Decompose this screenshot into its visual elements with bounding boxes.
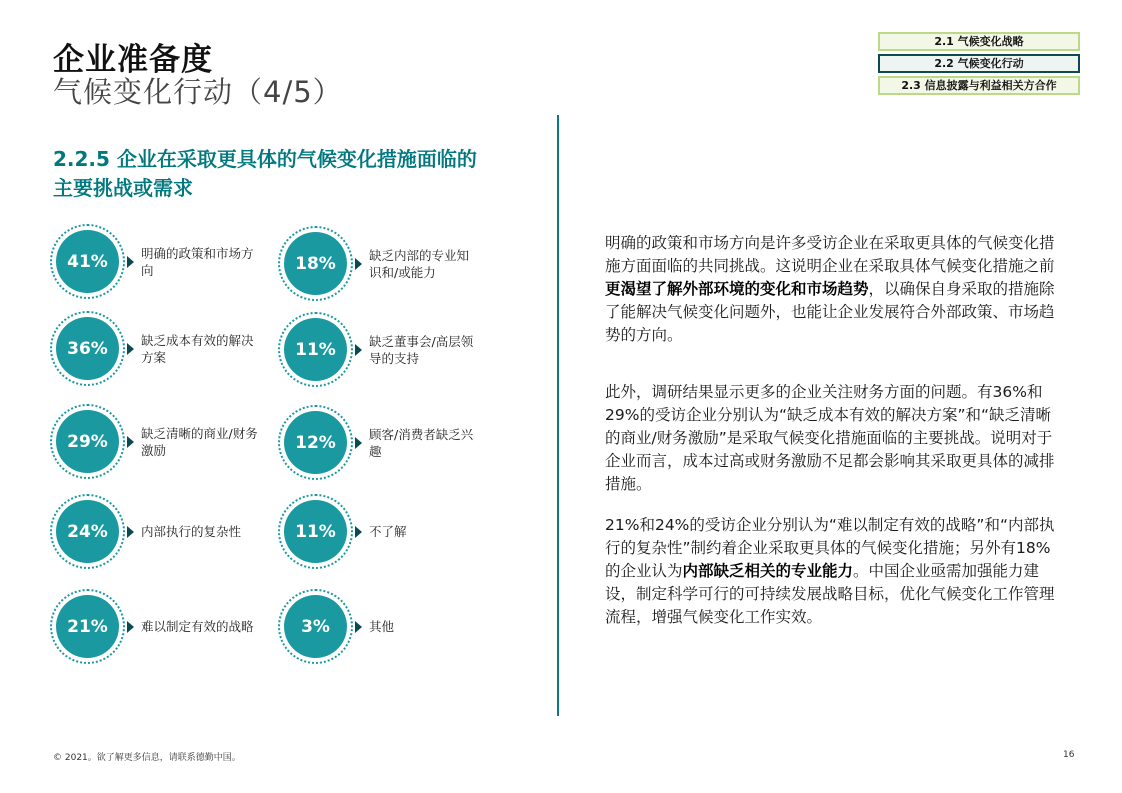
stat-value: 24% (56, 500, 119, 563)
stat-item (278, 405, 474, 480)
stat-label: 缺乏成本有效的解决方案 (141, 332, 254, 365)
body-text-span: 。中国企业亟需加强能力建设，制定科学可行的可持续发展战略目标，优化气候变化工作管理流程，增强气候变化工作实效。 (605, 562, 1055, 626)
nav-item-action[interactable]: 2.2 气候变化行动 (878, 54, 1080, 73)
body-text-bold: 更渴望了解外部环境的变化和市场趋势 (605, 280, 869, 298)
stat-item (50, 311, 259, 386)
stat-item (50, 589, 259, 664)
stat-circle (50, 404, 125, 479)
stat-label: 内部执行的复杂性 (141, 524, 242, 539)
stat-item (278, 226, 474, 301)
stat-circle (278, 226, 353, 301)
stat-label: 缺乏清晰的商业/财务激励 (141, 425, 258, 458)
stat-circle (278, 589, 353, 664)
pointer-icon (355, 344, 362, 356)
section-heading-line1: 2.2.5 企业在采取更具体的气候变化措施面临的 (53, 147, 477, 171)
section-heading-line2: 主要挑战或需求 (53, 176, 193, 200)
stat-label: 难以制定有效的战略 (141, 619, 254, 634)
stat-label: 明确的政策和市场方向 (141, 245, 254, 278)
stat-circle (278, 494, 353, 569)
stat-value: 36% (56, 317, 119, 380)
stat-value: 29% (56, 410, 119, 473)
page-number: 16 (1063, 750, 1075, 760)
page-subtitle: 气候变化行动（4/5） (53, 75, 343, 109)
stat-item (50, 494, 259, 569)
pointer-icon (355, 437, 362, 449)
pointer-icon (127, 256, 134, 268)
stat-label: 缺乏内部的专业知识和/或能力 (369, 247, 470, 280)
footer-copyright: © 2021。欲了解更多信息，请联系德勤中国。 (53, 753, 241, 763)
page-title: 企业准备度 (53, 42, 213, 78)
body-paragraph-2: 此外，调研结果显示更多的企业关注财务方面的问题。有36%和29%的受访企业分别认为“缺乏成本有效的解决方案”和“缺乏清晰的商业/财务激励”是采取气候变化措施面临的主要挑战。说明对于企业而言，成本过高或财务激励不足都会影响其采取更具体的减排措施。 (605, 383, 1055, 493)
stat-item (278, 312, 474, 387)
pointer-icon (127, 343, 134, 355)
stat-value: 12% (284, 411, 347, 474)
stat-item (278, 494, 474, 569)
pointer-icon (355, 258, 362, 270)
stat-circle (278, 312, 353, 387)
stat-circle (50, 311, 125, 386)
body-text-span: ，以确保自身采取的措施除了能解决气候变化问题外，也能让企业发展符合外部政策、市场趋势的方向。 (605, 280, 1055, 344)
stat-item (278, 589, 474, 664)
section-nav (878, 32, 1080, 98)
section-heading (53, 145, 553, 203)
stat-item (50, 404, 259, 479)
stat-circle (50, 494, 125, 569)
pointer-icon (355, 621, 362, 633)
nav-item-disclosure[interactable]: 2.3 信息披露与利益相关方合作 (878, 76, 1080, 95)
body-text-span: 21%和24%的受访企业分别认为“难以制定有效的战略”和“内部执行的复杂性”制约着企业采取更具体的气候变化措施；另外有18%的企业认为 (605, 516, 1055, 580)
vertical-divider (557, 115, 559, 716)
pointer-icon (127, 621, 134, 633)
stat-label: 顾客/消费者缺乏兴趣 (369, 426, 474, 459)
stat-value: 18% (284, 232, 347, 295)
stat-value: 21% (56, 595, 119, 658)
stat-value: 11% (284, 318, 347, 381)
stat-circle (278, 405, 353, 480)
stat-circle (50, 224, 125, 299)
pointer-icon (355, 526, 362, 538)
stat-label: 不了解 (369, 524, 407, 539)
pointer-icon (127, 436, 134, 448)
body-text-bold: 内部缺乏相关的专业能力 (682, 562, 854, 580)
pointer-icon (127, 526, 134, 538)
body-paragraph-1 (605, 232, 1061, 347)
stat-value: 3% (284, 595, 347, 658)
stat-item (50, 224, 259, 299)
stat-label: 其他 (369, 619, 395, 634)
stat-circle (50, 589, 125, 664)
body-text-span: 明确的政策和市场方向是许多受访企业在采取更具体的气候变化措施方面面临的共同挑战。这说明企业在采取具体气候变化措施之前 (605, 234, 1055, 275)
stat-label: 缺乏董事会/高层领导的支持 (369, 333, 474, 366)
nav-item-strategy[interactable]: 2.1 气候变化战略 (878, 32, 1080, 51)
stat-value: 41% (56, 230, 119, 293)
stat-value: 11% (284, 500, 347, 563)
body-paragraph-3 (605, 514, 1061, 629)
